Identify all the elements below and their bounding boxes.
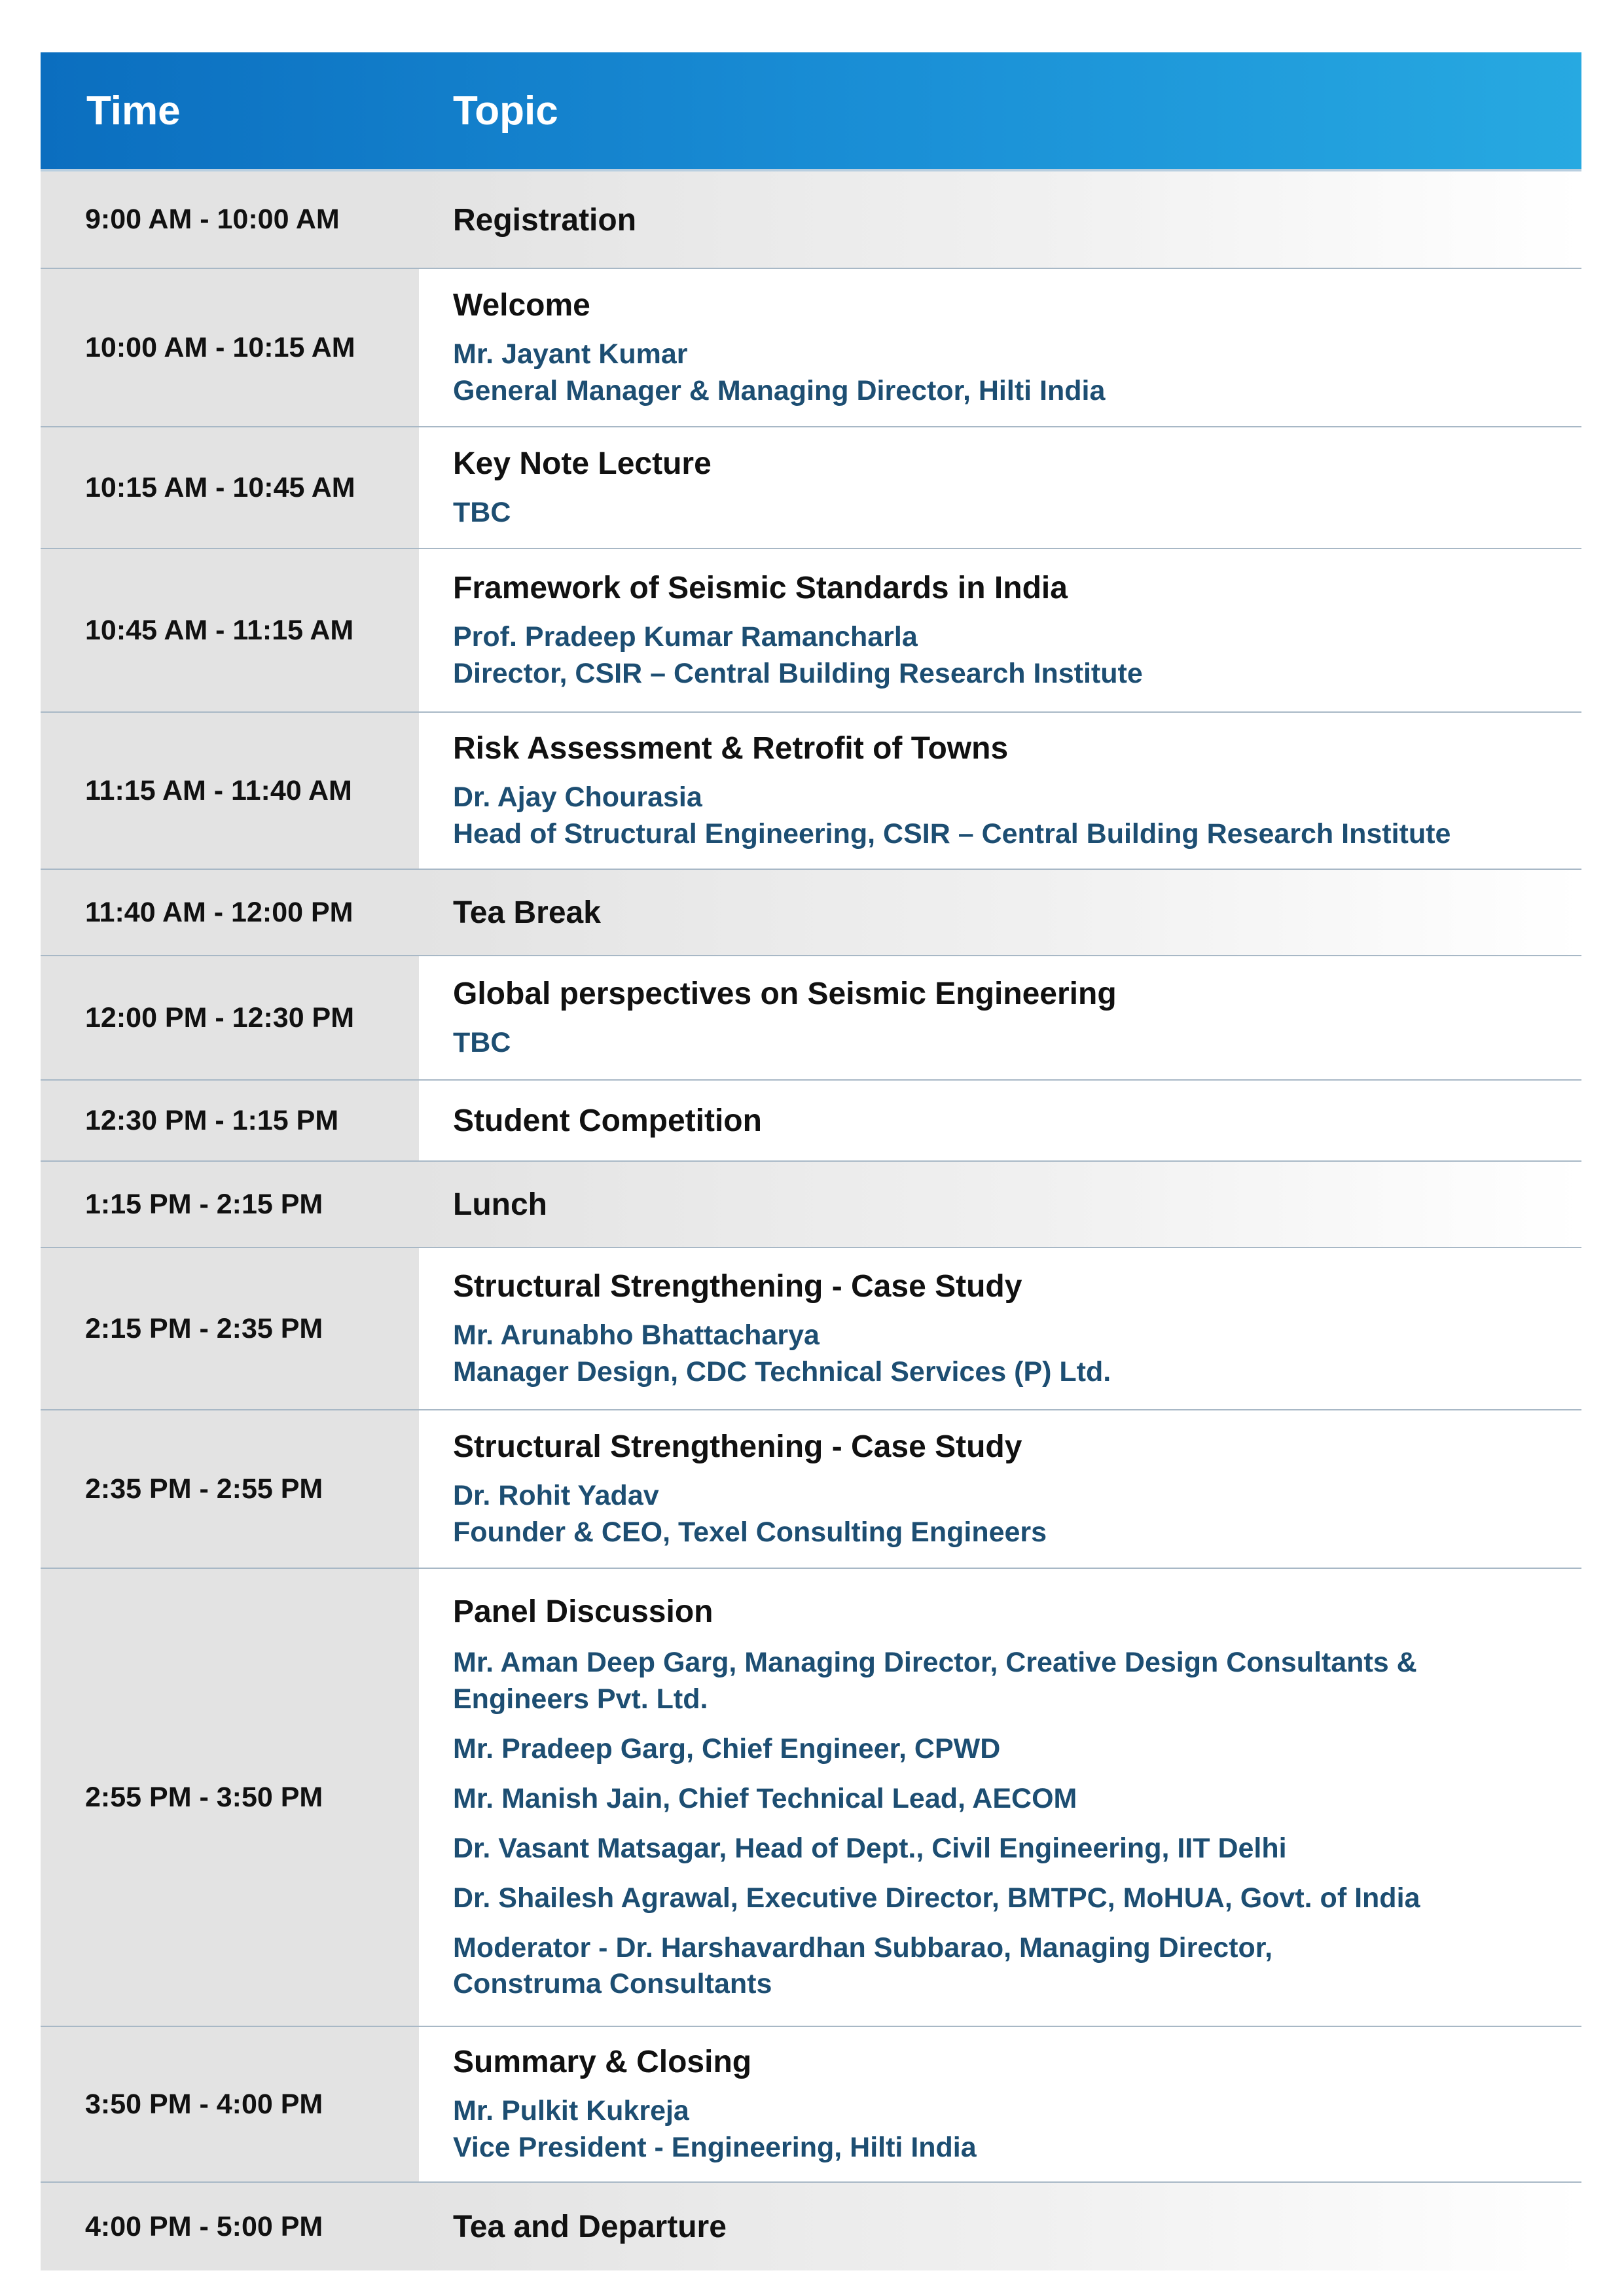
speaker — [453, 780, 1555, 853]
speaker-role: Director, CSIR – Central Building Research Institute — [453, 657, 1143, 689]
row-time: 2:15 PM - 2:35 PM — [41, 1248, 419, 1409]
row-topic — [419, 2183, 1581, 2270]
header-topic: Topic — [453, 88, 558, 134]
row-title: Student Competition — [453, 1103, 762, 1139]
row-time: 10:45 AM - 11:15 AM — [41, 549, 419, 711]
row-topic — [419, 1569, 1581, 2026]
speaker-name: Mr. Arunabho Bhattacharya — [453, 1319, 820, 1351]
table-header — [41, 52, 1581, 171]
table-row — [41, 1410, 1581, 1569]
row-time: 12:00 PM - 12:30 PM — [41, 956, 419, 1079]
panelist: Dr. Shailesh Agrawal, Executive Director, BMTPC, MoHUA, Govt. of India — [453, 1882, 1420, 1914]
table-row — [41, 269, 1581, 427]
speaker — [453, 619, 1555, 692]
table-row — [41, 1162, 1581, 1248]
speaker-name: Dr. Rohit Yadav — [453, 1479, 659, 1511]
table-row — [41, 2183, 1581, 2270]
speaker-role: Founder & CEO, Texel Consulting Engineers — [453, 1516, 1047, 1548]
row-topic — [419, 2027, 1581, 2181]
row-title: Risk Assessment & Retrofit of Towns — [453, 731, 1009, 766]
row-topic — [419, 956, 1581, 1079]
speaker — [453, 2093, 1555, 2166]
row-time: 1:15 PM - 2:15 PM — [41, 1162, 419, 1247]
speaker — [453, 1318, 1555, 1391]
row-time: 11:15 AM - 11:40 AM — [41, 713, 419, 869]
table-row — [41, 1081, 1581, 1162]
table-row — [41, 549, 1581, 713]
speaker-name: Mr. Jayant Kumar — [453, 338, 688, 370]
table-row — [41, 1248, 1581, 1410]
row-time: 2:55 PM - 3:50 PM — [41, 1569, 419, 2026]
row-title: Key Note Lecture — [453, 446, 712, 482]
row-title: Tea Break — [453, 895, 601, 931]
speaker-name: TBC — [453, 1026, 511, 1058]
row-title: Welcome — [453, 288, 590, 323]
row-time: 10:15 AM - 10:45 AM — [41, 427, 419, 548]
table-row — [41, 427, 1581, 549]
table-row — [41, 713, 1581, 870]
row-title: Summary & Closing — [453, 2045, 752, 2080]
table-row — [41, 870, 1581, 956]
row-topic — [419, 1410, 1581, 1568]
agenda-table — [41, 52, 1581, 2270]
table-row — [41, 1569, 1581, 2027]
row-title: Framework of Seismic Standards in India — [453, 571, 1068, 606]
row-time: 4:00 PM - 5:00 PM — [41, 2183, 419, 2270]
row-title: Tea and Departure — [453, 2210, 727, 2245]
row-time: 11:40 AM - 12:00 PM — [41, 870, 419, 955]
row-title: Registration — [453, 202, 637, 238]
row-topic — [419, 713, 1581, 869]
row-title: Structural Strengthening - Case Study — [453, 1429, 1022, 1465]
table-row — [41, 2027, 1581, 2183]
header-time: Time — [86, 88, 181, 134]
speaker-name: Mr. Pulkit Kukreja — [453, 2094, 689, 2126]
row-title: Panel Discussion — [453, 1594, 713, 1629]
panelist: Moderator - Dr. Harshavardhan Subbarao, Managing Director, Construma Consultants — [453, 1931, 1273, 2000]
table-row — [41, 956, 1581, 1081]
row-time: 9:00 AM - 10:00 AM — [41, 171, 419, 268]
speaker-role: Manager Design, CDC Technical Services (P) Ltd. — [453, 1355, 1111, 1388]
row-topic — [419, 549, 1581, 711]
row-title: Global perspectives on Seismic Engineering — [453, 977, 1117, 1012]
panelist: Mr. Manish Jain, Chief Technical Lead, AECOM — [453, 1782, 1077, 1814]
speaker-role: Head of Structural Engineering, CSIR – Central Building Research Institute — [453, 817, 1451, 850]
row-topic — [419, 427, 1581, 548]
row-topic — [419, 171, 1581, 268]
row-topic — [419, 1081, 1581, 1160]
speaker — [453, 336, 1555, 410]
speaker — [453, 1478, 1555, 1551]
row-topic — [419, 870, 1581, 955]
speaker-role: Vice President - Engineering, Hilti India — [453, 2131, 977, 2163]
speaker-name: TBC — [453, 496, 511, 528]
row-title: Structural Strengthening - Case Study — [453, 1269, 1022, 1304]
row-time: 3:50 PM - 4:00 PM — [41, 2027, 419, 2181]
table-row — [41, 171, 1581, 269]
panelist: Dr. Vasant Matsagar, Head of Dept., Civil Engineering, IIT Delhi — [453, 1832, 1287, 1864]
row-topic — [419, 269, 1581, 426]
row-time: 12:30 PM - 1:15 PM — [41, 1081, 419, 1160]
row-title: Lunch — [453, 1187, 547, 1223]
speaker-name: Dr. Ajay Chourasia — [453, 781, 702, 813]
speaker-role: General Manager & Managing Director, Hilti India — [453, 374, 1106, 406]
speaker-name: Prof. Pradeep Kumar Ramancharla — [453, 620, 918, 653]
row-topic — [419, 1248, 1581, 1409]
panelist: Mr. Pradeep Garg, Chief Engineer, CPWD — [453, 1733, 1001, 1765]
panelist: Mr. Aman Deep Garg, Managing Director, Creative Design Consultants & Engineers Pvt. Ltd. — [453, 1647, 1417, 1715]
row-time: 10:00 AM - 10:15 AM — [41, 269, 419, 426]
row-topic — [419, 1162, 1581, 1247]
row-time: 2:35 PM - 2:55 PM — [41, 1410, 419, 1568]
